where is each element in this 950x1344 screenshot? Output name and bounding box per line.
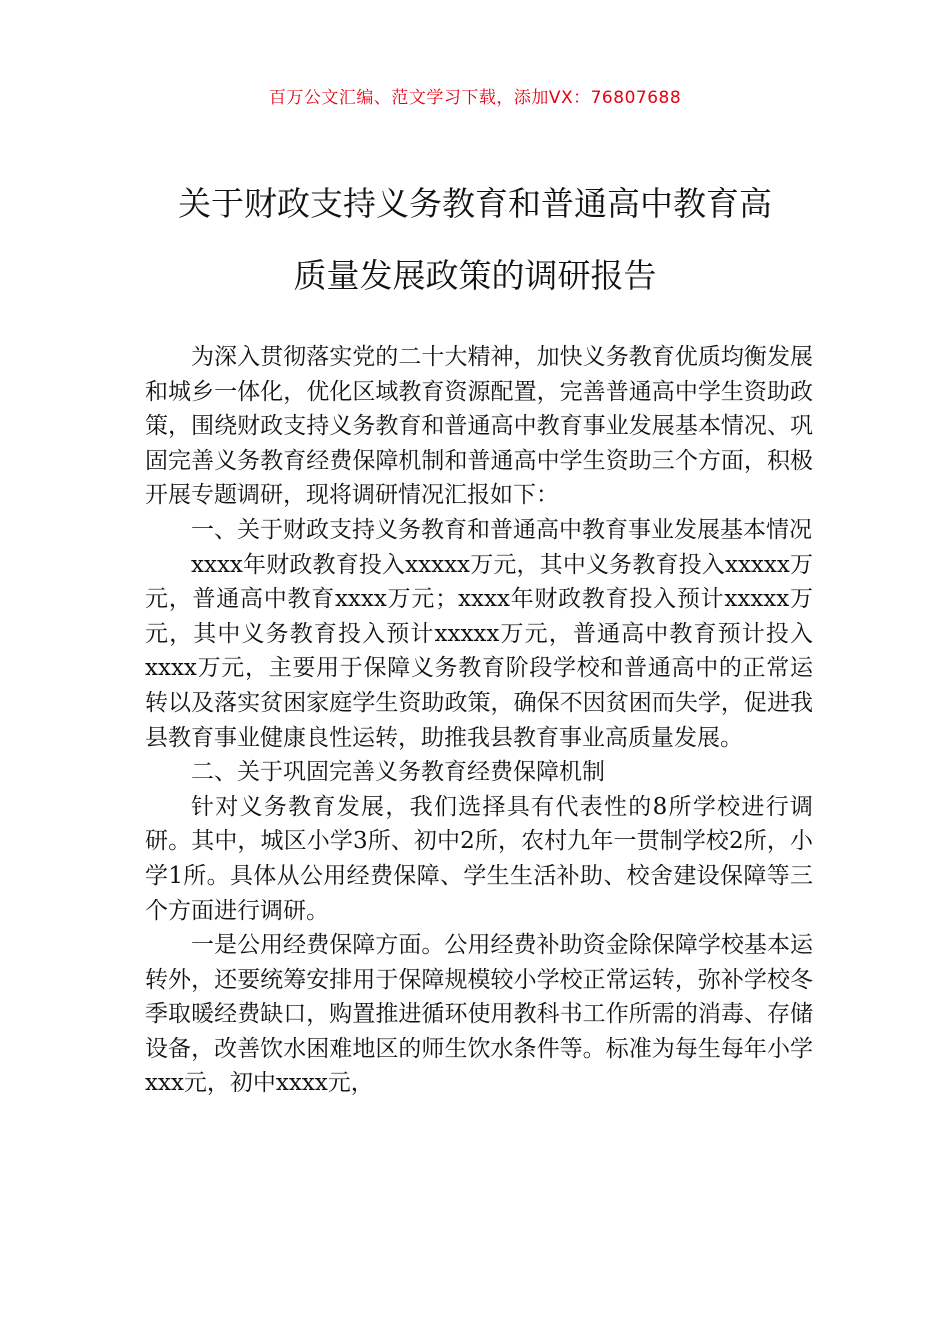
header-note: 百万公文汇编、范文学习下载，添加VX：76807688 [268,88,682,108]
title-line-1: 关于财政支持义务教育和普通高中教育高 [178,184,772,223]
paragraph-public-funds: 一是公用经费保障方面。公用经费补助资金除保障学校基本运转外，还要统筹安排用于保障规模较小学校正常运转，弥补学校冬季取暖经费缺口，购置推进循环使用教科书工作所需的消毒、存储设备，改善饮水困难地区的师生饮水条件等。标准为每生每年小学xxx元，初中xxxx元， [145,932,813,1097]
section-heading-1: 一、关于财政支持义务教育和普通高中教育事业发展基本情况 [191,516,812,543]
section-heading-2: 二、关于巩固完善义务教育经费保障机制 [191,759,605,786]
paragraph-survey: 针对义务教育发展，我们选择具有代表性的8所学校进行调研。其中，城区小学3所、初中2所，农村九年一贯制学校2所，小学1所。具体从公用经费保障、学生生活补助、校舍建设保障等三个方面进行调研。 [145,793,813,924]
title-line-2: 质量发展政策的调研报告 [293,256,657,295]
paragraph-funding: xxxx年财政教育投入xxxxx万元，其中义务教育投入xxxxx万元，普通高中教育xxxx万元；xxxx年财政教育投入预计xxxxx万元，其中义务教育投入预计xxxxx万元，普通高中教育预计投入xxxx万元，主要用于保障义务教育阶段学校和普通高中的正常运转以及落实贫困家庭学生资助政策，确保不因贫困而失学，促进我县教育事业健康良性运转，助推我县教育事业高质量发展。 [145,551,813,751]
document-body [145,340,813,1101]
paragraph-intro: 为深入贯彻落实党的二十大精神，加快义务教育优质均衡发展和城乡一体化，优化区域教育资源配置，完善普通高中学生资助政策，围绕财政支持义务教育和普通高中教育事业发展基本情况、巩固完善义务教育经费保障机制和普通高中学生资助三个方面，积极开展专题调研，现将调研情况汇报如下： [145,344,813,509]
document-title [120,168,830,312]
